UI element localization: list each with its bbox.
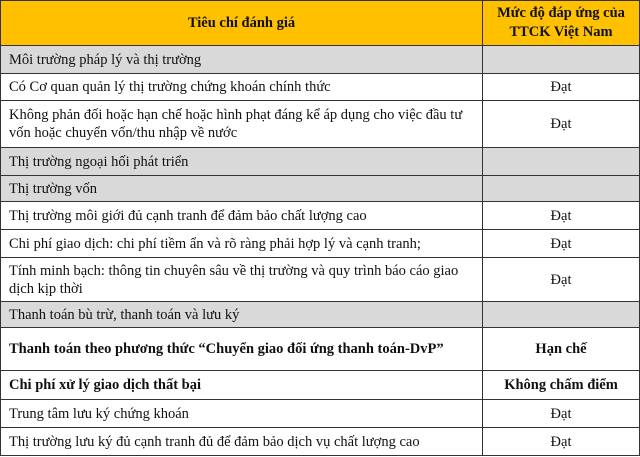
row-criteria: Thị trường vốn	[1, 176, 483, 202]
table-row	[1, 230, 640, 258]
table-row	[1, 101, 640, 148]
section-row	[1, 302, 640, 328]
row-level: Đạt	[483, 74, 640, 101]
header-level: Mức độ đáp ứng của TTCK Việt Nam	[483, 1, 640, 46]
row-criteria: Thị trường ngoại hối phát triển	[1, 148, 483, 176]
section-row	[1, 46, 640, 74]
row-criteria: Tính minh bạch: thông tin chuyên sâu về thị trường và quy trình báo cáo giao dịch kịp thời	[1, 258, 483, 302]
row-criteria: Có Cơ quan quản lý thị trường chứng khoán chính thức	[1, 74, 483, 101]
row-criteria: Chi phí giao dịch: chi phí tiềm ẩn và rõ ràng phải hợp lý và cạnh tranh;	[1, 230, 483, 258]
row-criteria: Môi trường pháp lý và thị trường	[1, 46, 483, 74]
table-row	[1, 328, 640, 371]
row-level: Đạt	[483, 101, 640, 148]
table-header	[1, 1, 640, 46]
table-row	[1, 258, 640, 302]
row-criteria: Thanh toán theo phương thức “Chuyển giao đối ứng thanh toán-DvP”	[1, 328, 483, 371]
table-row	[1, 428, 640, 456]
row-level: Không chấm điểm	[483, 371, 640, 400]
row-criteria: Chi phí xử lý giao dịch thất bại	[1, 371, 483, 400]
row-level: Đạt	[483, 230, 640, 258]
row-criteria: Không phản đối hoặc hạn chế hoặc hình phạt đáng kể áp dụng cho việc đầu tư vốn hoặc chuyển vốn/thu nhập về nước	[1, 101, 483, 148]
table-row	[1, 400, 640, 428]
table-row	[1, 74, 640, 101]
row-level: Đạt	[483, 400, 640, 428]
row-level: Đạt	[483, 202, 640, 230]
row-level: Đạt	[483, 258, 640, 302]
header-criteria: Tiêu chí đánh giá	[1, 1, 483, 46]
row-level	[483, 176, 640, 202]
row-criteria: Thị trường môi giới đủ cạnh tranh để đảm bảo chất lượng cao	[1, 202, 483, 230]
row-criteria: Trung tâm lưu ký chứng khoán	[1, 400, 483, 428]
table-row	[1, 371, 640, 400]
row-level	[483, 302, 640, 328]
section-row	[1, 176, 640, 202]
table-row	[1, 202, 640, 230]
row-level	[483, 46, 640, 74]
row-criteria: Thanh toán bù trừ, thanh toán và lưu ký	[1, 302, 483, 328]
row-level: Hạn chế	[483, 328, 640, 371]
row-criteria: Thị trường lưu ký đủ cạnh tranh đủ để đảm bảo dịch vụ chất lượng cao	[1, 428, 483, 456]
row-level: Đạt	[483, 428, 640, 456]
row-level	[483, 148, 640, 176]
section-row	[1, 148, 640, 176]
